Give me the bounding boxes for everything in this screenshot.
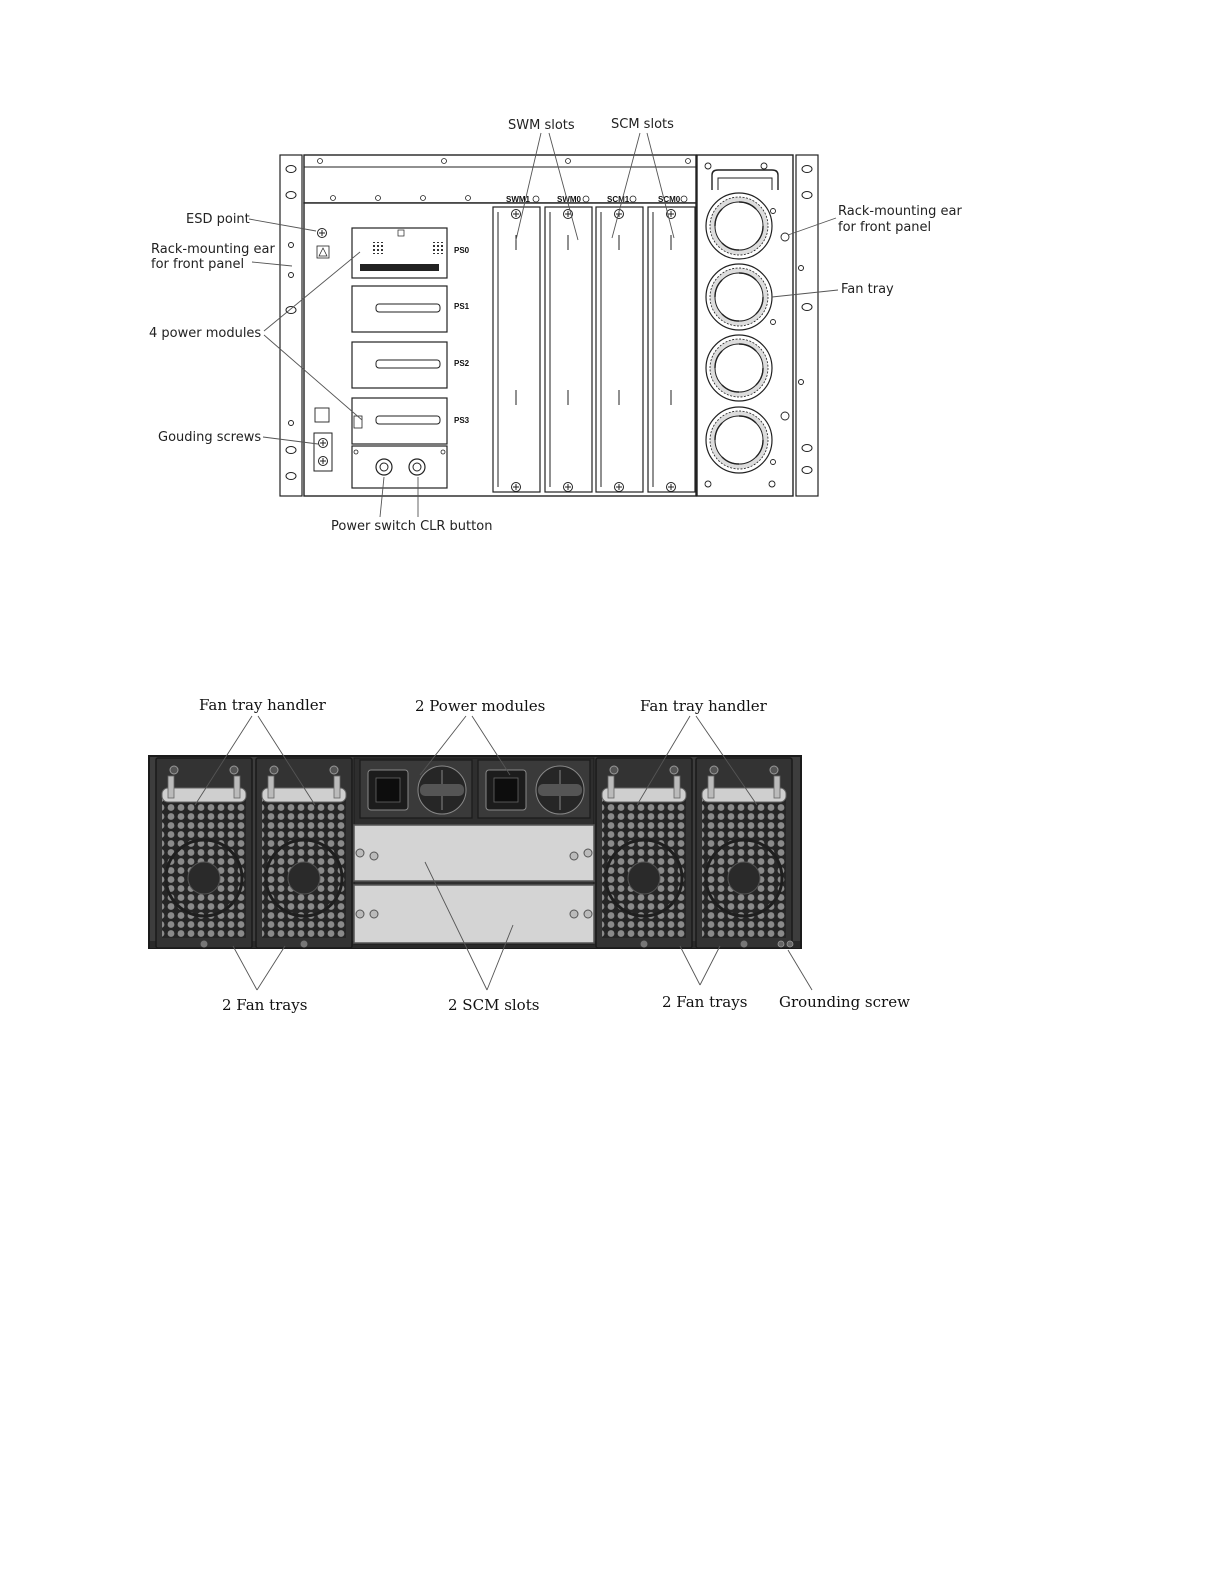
label-rack-ear-left-1: Rack-mounting ear <box>151 242 275 257</box>
label-scm-slots: SCM slots <box>611 117 674 132</box>
label-power-switch-clr: Power switch CLR button <box>331 519 493 534</box>
grounding-warning-icon <box>315 408 329 422</box>
rack-ear-left <box>280 155 302 496</box>
slot-label-swm0: SWM0 <box>557 195 581 204</box>
label-rack-ear-right-2: for front panel <box>838 220 932 235</box>
psu-label-ps2: PS2 <box>454 359 470 368</box>
label-swm-slots: SWM slots <box>508 118 575 133</box>
rear-psu-2 <box>478 760 590 818</box>
front-view <box>149 117 962 534</box>
slot-label-scm0: SCM0 <box>658 195 681 204</box>
label-fan-tray-handler-left: Fan tray handler <box>199 696 326 714</box>
rear-view <box>149 696 910 1014</box>
slot-label-swm1: SWM1 <box>506 195 530 204</box>
psu-label-ps0: PS0 <box>454 246 470 255</box>
label-two-fan-trays-right: 2 Fan trays <box>662 993 748 1011</box>
label-two-power-modules: 2 Power modules <box>415 697 546 715</box>
rear-fan-tray-1 <box>156 758 252 948</box>
label-two-scm-slots: 2 SCM slots <box>448 996 540 1014</box>
label-rack-ear-right-1: Rack-mounting ear <box>838 204 962 219</box>
rear-scm-slot-1 <box>354 825 594 881</box>
label-grounding-screw: Grounding screw <box>779 993 910 1011</box>
rear-psu-1 <box>360 760 472 818</box>
psu-label-ps1: PS1 <box>454 302 470 311</box>
label-rack-ear-left-2: for front panel <box>151 257 245 272</box>
rear-fan-tray-3 <box>596 758 692 948</box>
switch-panel <box>352 446 447 488</box>
chassis-top <box>304 155 696 203</box>
label-two-fan-trays-left: 2 Fan trays <box>222 996 308 1014</box>
slot-label-scm1: SCM1 <box>607 195 630 204</box>
esd-point-icon <box>318 229 327 238</box>
rear-fan-tray-2 <box>256 758 352 948</box>
label-fan-tray: Fan tray <box>841 282 894 297</box>
label-fan-tray-handler-right: Fan tray handler <box>640 697 767 715</box>
psu-label-ps3: PS3 <box>454 416 470 425</box>
label-four-power-modules: 4 power modules <box>149 326 262 341</box>
rear-scm-slot-2 <box>354 885 594 943</box>
label-grounding-screws: Gouding screws <box>158 430 262 445</box>
label-esd-point: ESD point <box>186 212 250 227</box>
